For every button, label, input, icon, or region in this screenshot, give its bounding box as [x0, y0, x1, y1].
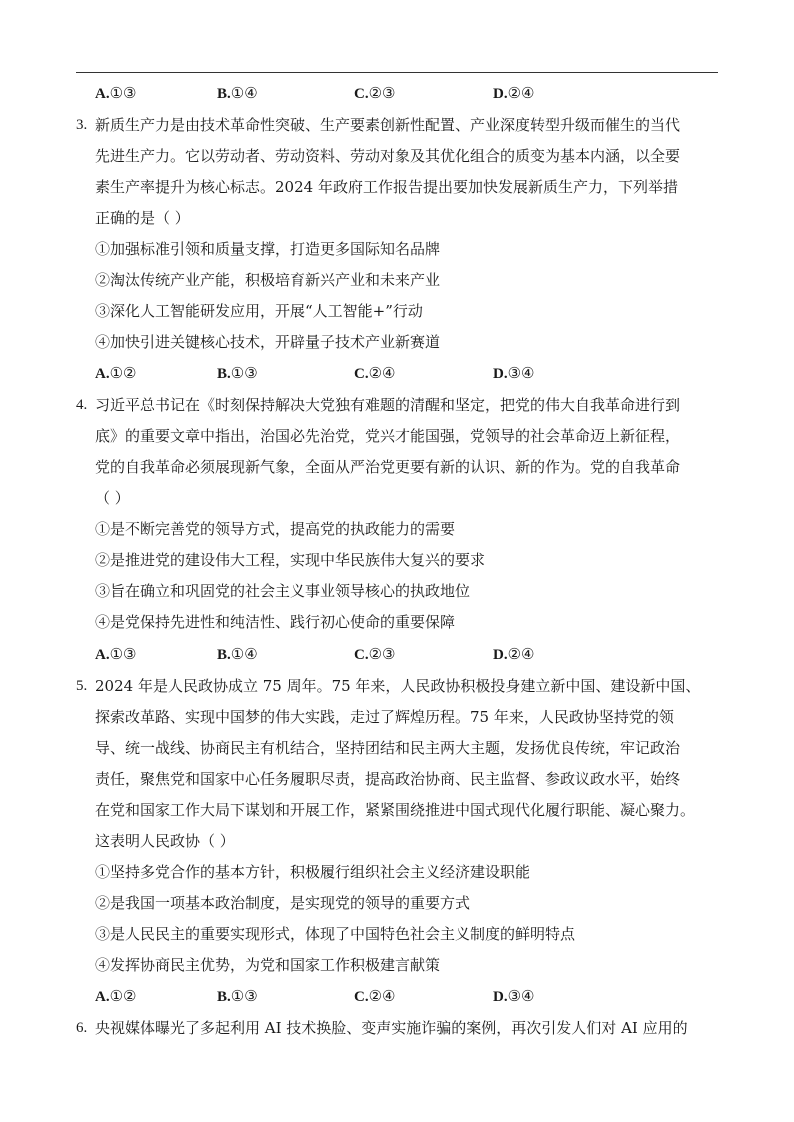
option-a: A.①③: [95, 645, 137, 663]
question-number: 3.: [76, 117, 88, 133]
option-c: C.②③: [354, 645, 396, 663]
option-b: B.①④: [217, 84, 258, 102]
question-text: 在党和国家工作大局下谋划和开展工作，紧紧围绕推进中国式现代化履行职能、凝心聚力。: [95, 801, 696, 819]
statement: ③旨在确立和巩固党的社会主义事业领导核心的执政地位: [95, 582, 471, 600]
option-b: B.①④: [217, 645, 258, 663]
option-d: D.③④: [493, 364, 535, 382]
question-text: 探索改革路、实现中国梦的伟大实践，走过了辉煌历程。75 年来，人民政协坚持党的领: [95, 708, 674, 726]
question-text: 底》的重要文章中指出，治国必先治党，党兴才能国强，党领导的社会革命迈上新征程，: [95, 427, 681, 445]
statement: ②淘汰传统产业产能，积极培育新兴产业和未来产业: [95, 271, 441, 289]
question-text: 责任，聚焦党和国家中心任务履职尽责，提高政治协商、民主监督、参政议政水平，始终: [95, 770, 681, 788]
question-text: 2024 年是人民政协成立 75 周年。75 年来，人民政协积极投身建立新中国、建设新中国、: [95, 677, 701, 695]
header-rule: [76, 72, 718, 73]
option-d: D.②④: [493, 645, 535, 663]
question-text: 这表明人民政协（ ）: [95, 832, 235, 850]
statement: ①加强标准引领和质量支撑，打造更多国际知名品牌: [95, 240, 441, 258]
question-text: 新质生产力是由技术革命性突破、生产要素创新性配置、产业深度转型升级而催生的当代: [95, 116, 681, 134]
option-c: C.②④: [354, 364, 396, 382]
option-a: A.①②: [95, 987, 137, 1005]
option-a: A.①②: [95, 364, 137, 382]
question-text: 正确的是（ ）: [95, 209, 190, 227]
statement: ④加快引进关键核心技术，开辟量子技术产业新赛道: [95, 333, 441, 351]
question-number: 6.: [76, 1020, 88, 1036]
answer-options: [95, 363, 695, 383]
statement: ③深化人工智能研发应用，开展“人工智能+”行动: [95, 302, 423, 320]
question-number: 5.: [76, 678, 88, 694]
statement: ②是我国一项基本政治制度，是实现党的领导的重要方式: [95, 894, 471, 912]
option-c: C.②④: [354, 987, 396, 1005]
prev-options: [95, 83, 695, 103]
question-text: 党的自我革命必须展现新气象，全面从严治党更要有新的认识、新的作为。党的自我革命: [95, 458, 681, 476]
question-text: 习近平总书记在《时刻保持解决大党独有难题的清醒和坚定，把党的伟大自我革命进行到: [95, 396, 681, 414]
statement: ④是党保持先进性和纯洁性、践行初心使命的重要保障: [95, 613, 456, 631]
question-text: 央视媒体曝光了多起利用 AI 技术换脸、变声实施诈骗的案例，再次引发人们对 AI 应用的: [95, 1019, 688, 1037]
question-text: 素生产率提升为核心标志。2024 年政府工作报告提出要加快发展新质生产力，下列举措: [95, 178, 678, 196]
statement: ①是不断完善党的领导方式，提高党的执政能力的需要: [95, 520, 456, 538]
option-d: D.②④: [493, 84, 535, 102]
question-number: 4.: [76, 397, 88, 413]
statement: ③是人民民主的重要实现形式，体现了中国特色社会主义制度的鲜明特点: [95, 925, 576, 943]
option-a: A.①③: [95, 84, 137, 102]
option-b: B.①③: [217, 987, 258, 1005]
question-text: 导、统一战线、协商民主有机结合，坚持团结和民主两大主题，发扬优良传统，牢记政治: [95, 739, 681, 757]
option-c: C.②③: [354, 84, 396, 102]
statement: ②是推进党的建设伟大工程，实现中华民族伟大复兴的要求: [95, 551, 486, 569]
question-text: （ ）: [95, 489, 130, 507]
statement: ①坚持多党合作的基本方针，积极履行组织社会主义经济建设职能: [95, 863, 531, 881]
answer-options: [95, 644, 695, 664]
option-b: B.①③: [217, 364, 258, 382]
answer-options: [95, 986, 695, 1006]
question-text: 先进生产力。它以劳动者、劳动资料、劳动对象及其优化组合的质变为基本内涵，以全要: [95, 147, 681, 165]
option-d: D.③④: [493, 987, 535, 1005]
statement: ④发挥协商民主优势，为党和国家工作积极建言献策: [95, 956, 441, 974]
